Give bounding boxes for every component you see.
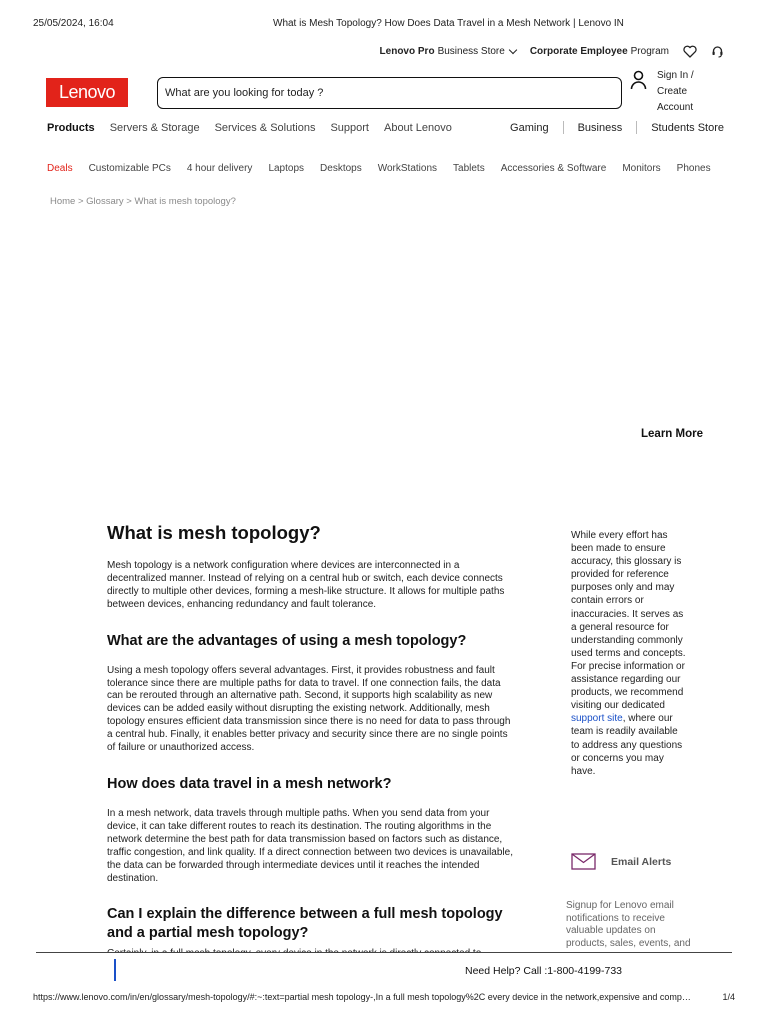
section-body: Using a mesh topology offers several advantages. First, it provides robustness and fault tolerance since there are multiple paths for data to travel. If one connection fails, the data can be rerouted through an alternative path. Second, it supports high scalability as new devices can be added easily without disrupting the existing network. Additionally, mesh topology ensures efficient data transmission since there is no need for data to pass through a central hub. Finally, it enables better privacy and security since there are no single points of failure or unauthorized access. [107,664,511,754]
corporate-employee-link[interactable] [530,46,669,57]
section-heading: What are the advantages of using a mesh topology? [107,632,467,649]
email-alerts[interactable] [571,853,671,870]
support-site-link[interactable]: support site [571,713,623,725]
category-laptops[interactable]: Laptops [268,163,305,174]
nav-business[interactable]: Business [577,121,623,134]
user-icon [630,70,647,90]
account-line-1: Sign In / [657,70,694,81]
disclaimer-text: While every effort has been made to ensure accuracy, this glossary is provided for reference purposes only and may contain errors or inaccuracies. It serves as a general resource for understanding commonly used terms and concepts. For precise information or assistance regarding our products, we recommend visiting our dedicated [571,530,686,712]
corporate-employee-rest: Program [630,45,669,57]
category-phones[interactable]: Phones [676,163,711,174]
nav-servers-storage[interactable]: Servers & Storage [109,122,200,134]
envelope-icon [571,853,596,870]
nav-about-lenovo[interactable]: About Lenovo [383,122,452,134]
account-sign-in[interactable] [630,68,697,113]
help-bar-accent-line [114,959,116,981]
page-title: What is mesh topology? [107,522,321,543]
lenovo-pro-rest: Business Store [437,45,505,57]
help-bar [36,952,732,982]
nav-divider [563,121,564,134]
heart-icon[interactable] [683,45,697,58]
email-signup-text: Signup for Lenovo email notifications to receive valuable updates on products, sales, events, and [566,900,691,950]
main-nav-right [510,121,724,134]
help-phone[interactable]: Need Help? Call :1-800-4199-733 [465,965,623,977]
account-text [657,68,697,113]
print-header [33,18,735,32]
category-customizable-pcs[interactable]: Customizable PCs [88,163,171,174]
glossary-disclaimer [571,529,687,778]
category-tablets[interactable]: Tablets [453,163,485,174]
account-line-3: Account [657,102,694,113]
lenovo-logo[interactable]: Lenovo [46,78,128,107]
learn-more-link[interactable]: Learn More [641,428,703,440]
section-body: In a mesh network, data travels through multiple paths. When you send data from your device, it can take different routes to reach its destination. The routing algorithms in the network determine the best path for data transmission based on factors such as distance, traffic congestion, and link quality. If a direct connection between two devices is unavailable, the data can be forwarded through intermediate devices until it reaches the intended destination. [107,807,513,884]
print-url: https://www.lenovo.com/in/en/glossary/mesh-topology/#:~:text=partial mesh topology-,In a full mesh topology%2C every device in the network,expensive and comp… [33,992,691,1002]
email-alerts-label: Email Alerts [611,855,672,868]
print-footer [33,992,735,1004]
nav-gaming[interactable]: Gaming [510,121,549,134]
category-monitors[interactable]: Monitors [622,163,661,174]
print-datetime: 25/05/2024, 16:04 [33,18,114,29]
main-nav [47,122,724,136]
category-workstations[interactable]: WorkStations [377,163,438,174]
breadcrumb[interactable]: Home > Glossary > What is mesh topology? [50,196,236,207]
search-input[interactable] [157,77,622,109]
disclaimer-text-end: , where our team is readily available to address any questions or concerns you may have. [571,713,683,777]
print-page-number: 1/4 [722,992,735,1002]
account-line-2: Create [657,86,688,97]
section-heading: Can I explain the difference between a full mesh topology and a partial mesh topology? [107,906,503,942]
category-deals[interactable]: Deals [47,163,73,174]
headset-icon[interactable] [711,45,724,58]
article-intro: Mesh topology is a network configuration where devices are interconnected in a decentralized manner. Instead of relying on a central hub or switch, each device connects directly to multiple other devices, forming a mesh-like structure. It allows for multiple paths between devices, enhancing redundancy and fault tolerance. [107,560,505,610]
print-page-title: What is Mesh Topology? How Does Data Travel in a Mesh Network | Lenovo IN [273,18,624,29]
category-4-hour-delivery[interactable]: 4 hour delivery [186,163,253,174]
category-desktops[interactable]: Desktops [320,163,362,174]
category-nav [47,163,727,174]
section-heading: How does data travel in a mesh network? [107,775,392,792]
nav-products[interactable]: Products [47,122,95,134]
nav-divider [636,121,637,134]
main-nav-left [47,122,467,134]
nav-students-store[interactable]: Students Store [651,121,724,134]
lenovo-pro-bold: Lenovo Pro [379,45,435,57]
utility-bar [366,44,724,58]
category-accessories-software[interactable]: Accessories & Software [500,163,607,174]
corporate-employee-bold: Corporate Employee [529,45,628,57]
lenovo-pro-link[interactable] [380,46,516,57]
nav-services-solutions[interactable]: Services & Solutions [214,122,316,134]
article [107,522,517,957]
chevron-down-icon [509,45,517,53]
nav-support[interactable]: Support [330,122,369,134]
